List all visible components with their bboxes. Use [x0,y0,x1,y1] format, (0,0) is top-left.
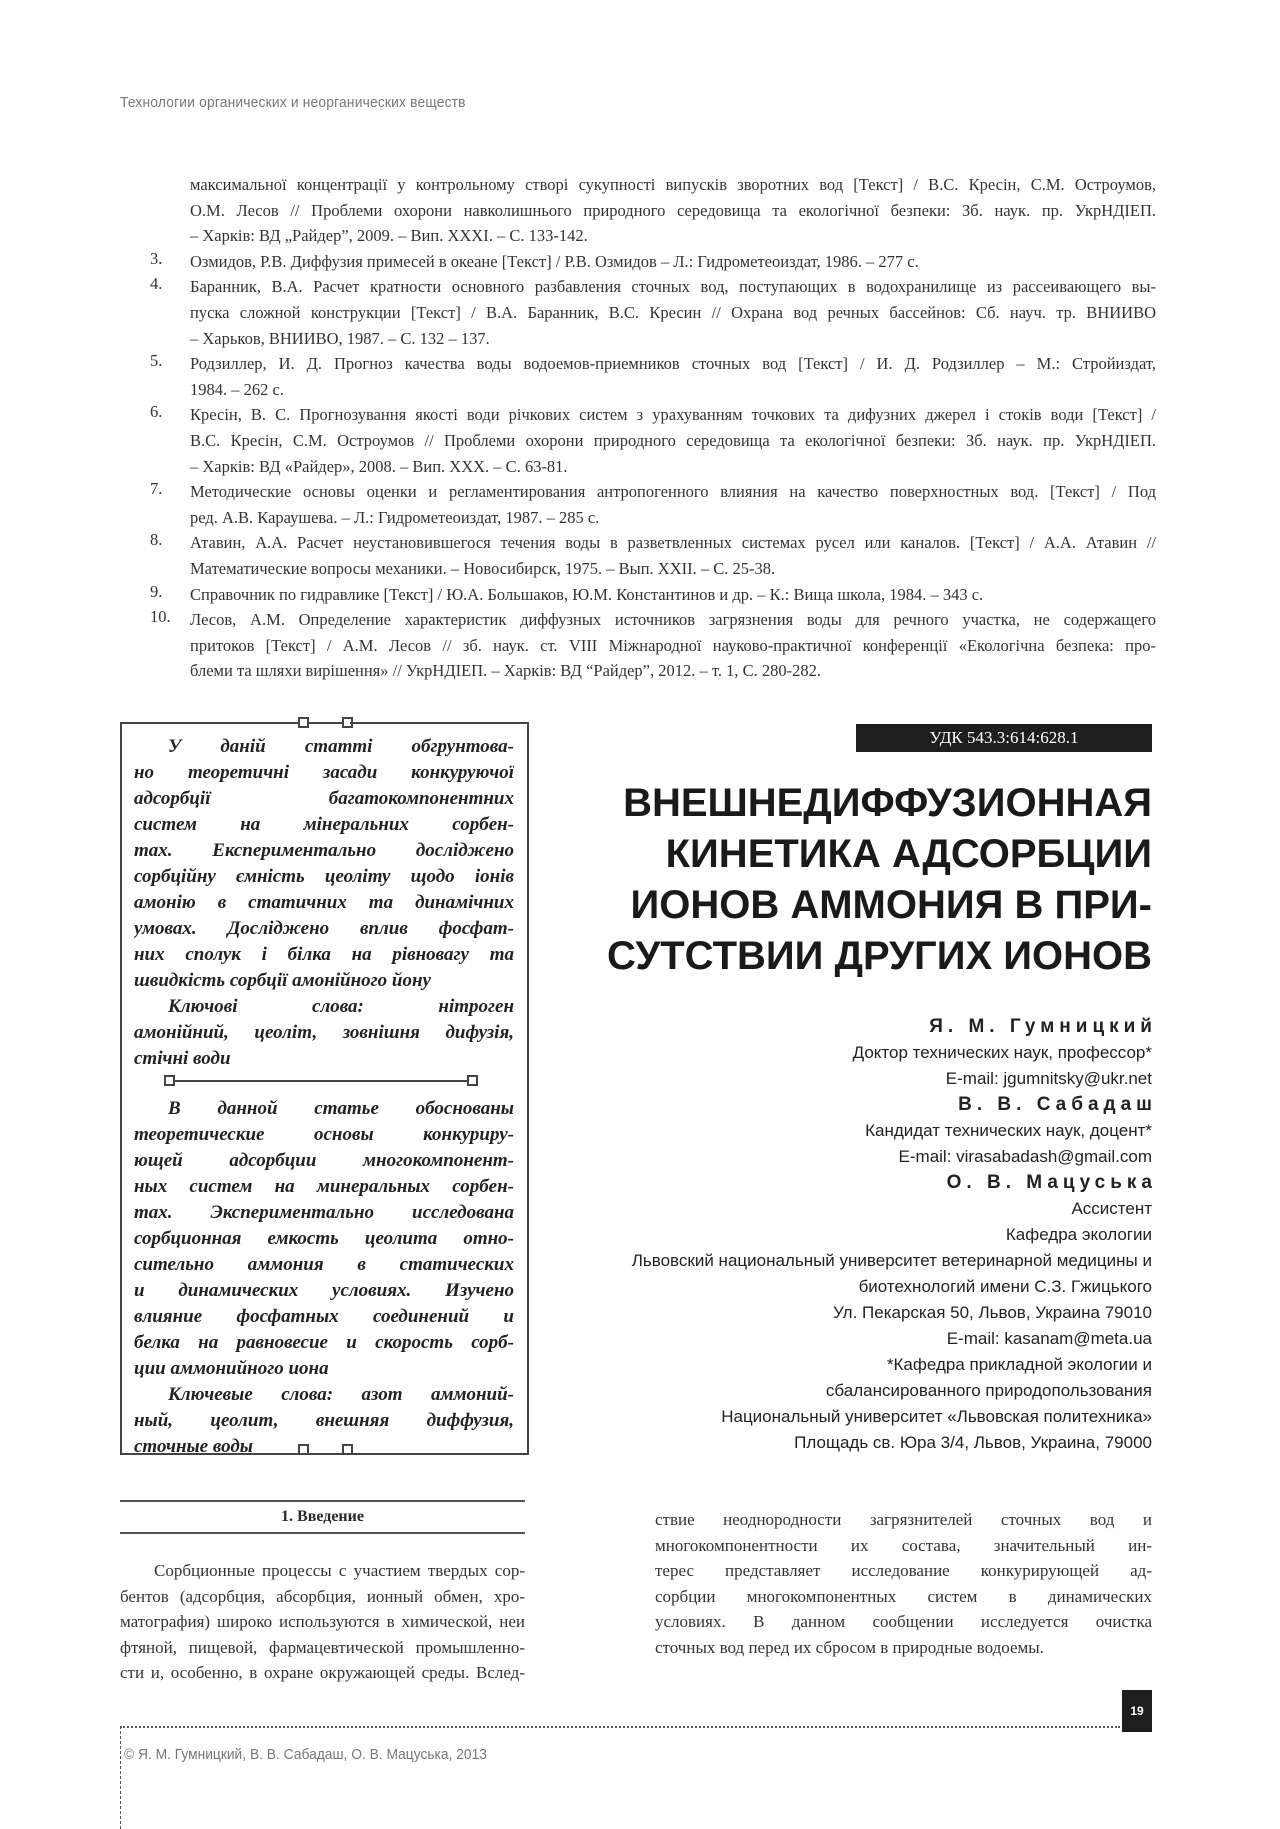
reference-line: Методические основы оценки и регламентирования антропогенного влияния на качество поверхностных вод. [Текст] / Под [190,482,1156,502]
reference-line: – Харьков, ВНИИВО, 1987. – С. 132 – 137. [190,328,490,348]
frame-square [467,1075,478,1086]
abstract-line: тах. Экспериментально исследована [134,1202,514,1223]
paragraph-line: матография) широко используются в химической, неи [120,1612,525,1632]
reference-number: 3. [150,248,163,268]
author-info: E-mail: virasabadash@gmail.com [898,1147,1152,1166]
author-name: В. В. Сабадаш [958,1094,1157,1115]
udk-label: УДК 543.3:614:628.1 [856,724,1152,752]
reference-line: блеми та шляхи вирішення» // УкрНДІЕП. – Харків: ВД “Райдер”, 2012. – т. 1, С. 280-282. [190,661,821,681]
reference-line: Кресін, В. С. Прогнозування якості води річкових систем з урахуванням точкових та дифузних джерел і стоків води [Текст] / [190,405,1156,425]
rule [120,1532,525,1534]
reference-number: 9. [150,581,163,601]
reference-text [190,402,1156,479]
frame-connector [350,722,529,724]
reference-number: 6. [150,402,163,422]
reference-item [150,530,1156,581]
abstract-line: У даній статті обгрунтова- [168,736,514,757]
reference-number: 5. [150,351,163,371]
abstract-ukrainian [134,734,514,1072]
reference-number: 7. [150,479,163,499]
paragraph-line: фтяной, пищевой, фармацевтической промышленно- [120,1637,525,1657]
reference-line: Математические вопросы механики. – Новосибирск, 1975. – Вып. XXII. – С. 25-38. [190,558,776,578]
reference-line: – Харків: ВД „Райдер”, 2009. – Вип. XXXI. – С. 133-142. [190,226,588,246]
footer-rule [120,1726,1120,1728]
reference-text [190,172,1156,249]
abstract-line: умовах. Досліджено вплив фосфат- [134,918,514,939]
abstract-line: амонійний, цеоліт, зовнішня дифузія, [134,1022,514,1043]
paragraph-line: сорбции многокомпонентных систем в динамических [655,1586,1152,1606]
abstract-line: тах. Експериментально досліджено [134,840,514,861]
abstract-line: ющей адсорбции многокомпонент- [134,1150,514,1171]
running-header: Технологии органических и неорганических веществ [120,94,466,111]
reference-line: В.С. Кресін, С.М. Остроумов // Проблеми охорони природного середовища та екологічної безпеки: Зб. наук. пр. УкрНДІЕП. [190,430,1156,450]
reference-text [190,479,1156,530]
abstract-box [120,722,529,1455]
author-info: E-mail: jgumnitsky@ukr.net [945,1069,1152,1088]
reference-line: Атавин, А.А. Расчет неустановившегося течения воды в разветвленных системах русел или каналов. [Текст] / А.А. Атавин // [190,533,1156,553]
author-info: Площадь св. Юра 3/4, Львов, Украина, 79000 [794,1433,1152,1452]
reference-text [190,582,1156,608]
reference-number [150,172,190,249]
reference-line: – Харків: ВД «Райдер», 2008. – Вип. XXX. – С. 63-81. [190,456,568,476]
reference-text [190,351,1156,402]
section-heading: 1. Введение [281,1508,364,1525]
reference-text [190,249,1156,275]
abstract-line: ции аммонийного иона [134,1358,329,1379]
reference-line: Справочник по гидравлике [Текст] / Ю.А. Большаков, Ю.М. Константинов и др. – К.: Вища школа, 1984. – 343 с. [190,584,984,604]
page-number: 19 [1122,1690,1152,1732]
paragraph-line: сти и, особенно, в охране окружающей среды. Вслед- [120,1663,525,1683]
frame-square [298,1444,309,1455]
reference-number: 4. [150,274,163,294]
abstract-line: Ключевые слова: азот аммоний- [168,1384,514,1405]
paragraph-line: терес представляет исследование конкурирующей ад- [655,1561,1152,1581]
paragraph-line: многокомпонентности их состава, значительный ин- [655,1535,1152,1555]
author-block [520,1014,1157,1456]
reference-line: О.М. Лесов // Проблеми охорони навколишнього природного середовища та екологічної безпеки: Зб. наук. пр. УкрНДІЕП. [190,200,1156,220]
reference-line: притоков [Текст] / А.М. Лесов // зб. наук. ст. VIII Міжнародної науково-практичної конференції «Екологічна безпека: про- [190,635,1156,655]
reference-text [190,530,1156,581]
author-info: Доктор технических наук, профессор* [852,1043,1152,1062]
abstract-line: них сполук і білка на рівновагу та [134,944,514,965]
reference-item [150,582,1156,608]
reference-line: пуска сложной конструкции [Текст] / В.А. Баранник, В.С. Кресин // Охрана вод речных бассейнов: Сб. науч. тр. ВНИИВО [190,302,1156,322]
abstract-line: стічні води [134,1048,231,1069]
reference-item [150,402,1156,479]
abstract-divider [168,1080,474,1082]
intro-left-column [120,1558,525,1686]
reference-item [150,172,1156,249]
reference-item [150,607,1156,684]
author-name: О. В. Мацуська [946,1172,1157,1193]
article-title [560,778,1152,982]
title-line: КИНЕТИКА АДСОРБЦИИ [665,832,1152,876]
reference-line: Баранник, В.А. Расчет кратности основного разбавления сточных вод, поступающих в водохранилище из рассеивающего вы- [190,277,1156,297]
author-info: сбалансированного природопользования [825,1381,1152,1400]
abstract-line: систем на мінеральних сорбен- [134,814,514,835]
reference-line: Озмидов, Р.В. Диффузия примесей в океане [Текст] / Р.В. Озмидов – Л.: Гидрометеоиздат, 1986. – 277 с. [190,251,919,271]
title-line: ВНЕШНЕДИФФУЗИОННАЯ [623,781,1152,825]
paragraph-line: сточных вод перед их сбросом в природные водоемы. [655,1637,1044,1657]
abstract-line: швидкість сорбції амонійного йону [134,970,431,991]
reference-line: 1984. – 262 с. [190,379,284,399]
abstract-line: влияние фосфатных соединений и [134,1306,514,1327]
title-line: ИОНОВ АММОНИЯ В ПРИ- [630,883,1152,927]
paragraph-line: условиях. В данном сообщении исследуется очистка [655,1612,1152,1632]
paragraph-line: Сорбционные процессы с участием твердых сор- [154,1561,525,1580]
abstract-line: сорбционная емкость цеолита отно- [134,1228,514,1249]
reference-line: максимальної концентрації у контрольному створі сукупності випусків зворотних вод [Текст] / В.С. Кресін, С.М. Остроумов, [190,175,1156,194]
author-info: Кафедра экологии [1005,1225,1152,1244]
reference-line: Лесов, А.М. Определение характеристик диффузных источников загрязнения воды для речного участка, не содержащего [190,610,1156,630]
abstract-line: и динамических условиях. Изучено [134,1280,514,1301]
reference-number: 8. [150,530,163,550]
frame-square [164,1075,175,1086]
frame-square [298,717,309,728]
abstract-line: амонію в статичних та динамічних [134,892,514,913]
author-info: *Кафедра прикладной экологии и [886,1355,1152,1374]
abstract-line: ный, цеолит, внешняя диффузия, [134,1410,514,1431]
copyright: © Я. М. Гумницкий, В. В. Сабадаш, О. В. Мацуська, 2013 [124,1746,487,1763]
reference-item [150,351,1156,402]
abstract-line: белка на равновесие и скорость сорб- [134,1332,514,1353]
reference-number: 10. [150,607,171,627]
abstract-line: сительно аммония в статических [134,1254,514,1275]
reference-list [150,172,1156,684]
reference-item [150,274,1156,351]
author-info: Кандидат технических наук, доцент* [865,1121,1152,1140]
abstract-line: теоретические основы конкуриру- [134,1124,514,1145]
abstract-line: Ключові слова: нітроген [168,996,514,1017]
reference-item [150,249,1156,275]
abstract-line: сточные воды [134,1436,253,1457]
abstract-line: сорбційну ємність цеоліту щодо іонів [134,866,514,887]
author-info: E-mail: kasanam@meta.ua [946,1329,1152,1348]
author-info: Ассистент [1071,1199,1152,1218]
abstract-line: но теоретичні засади конкуруючої [134,762,514,783]
frame-connector [120,722,300,724]
abstract-line: В данной статье обоснованы [168,1098,514,1119]
section-heading-block [120,1500,525,1534]
reference-item [150,479,1156,530]
reference-text [190,274,1156,351]
abstract-line: адсорбції багатокомпонентних [134,788,514,809]
paragraph-line: бентов (адсорбция, абсорбция, ионный обмен, хро- [120,1586,525,1606]
reference-text [190,607,1156,684]
title-line: СУТСТВИИ ДРУГИХ ИОНОВ [607,934,1152,978]
author-info: биотехнологий имени С.З. Гжицького [858,1277,1152,1296]
footer-margin-line [120,1726,121,1829]
author-info: Национальный университет «Львовская политехника» [721,1407,1152,1426]
abstract-line: ных систем на минеральных сорбен- [134,1176,514,1197]
reference-line: ред. А.В. Караушева. – Л.: Гидрометеоиздат, 1987. – 285 с. [190,507,600,527]
abstract-russian [134,1096,514,1460]
paragraph-line: ствие неоднородности загрязнителей сточных вод и [655,1510,1152,1529]
intro-right-column [655,1507,1152,1661]
author-info: Львовский национальный университет ветеринарной медицины и [631,1251,1152,1270]
frame-square [342,1444,353,1455]
reference-line: Родзиллер, И. Д. Прогноз качества воды водоемов-приемников сточных вод [Текст] / И. Д. Родзиллер – М.: Стройиздат, [190,354,1156,374]
author-info: Ул. Пекарская 50, Львов, Украина 79010 [833,1303,1152,1322]
author-name: Я. М. Гумницкий [929,1016,1157,1037]
